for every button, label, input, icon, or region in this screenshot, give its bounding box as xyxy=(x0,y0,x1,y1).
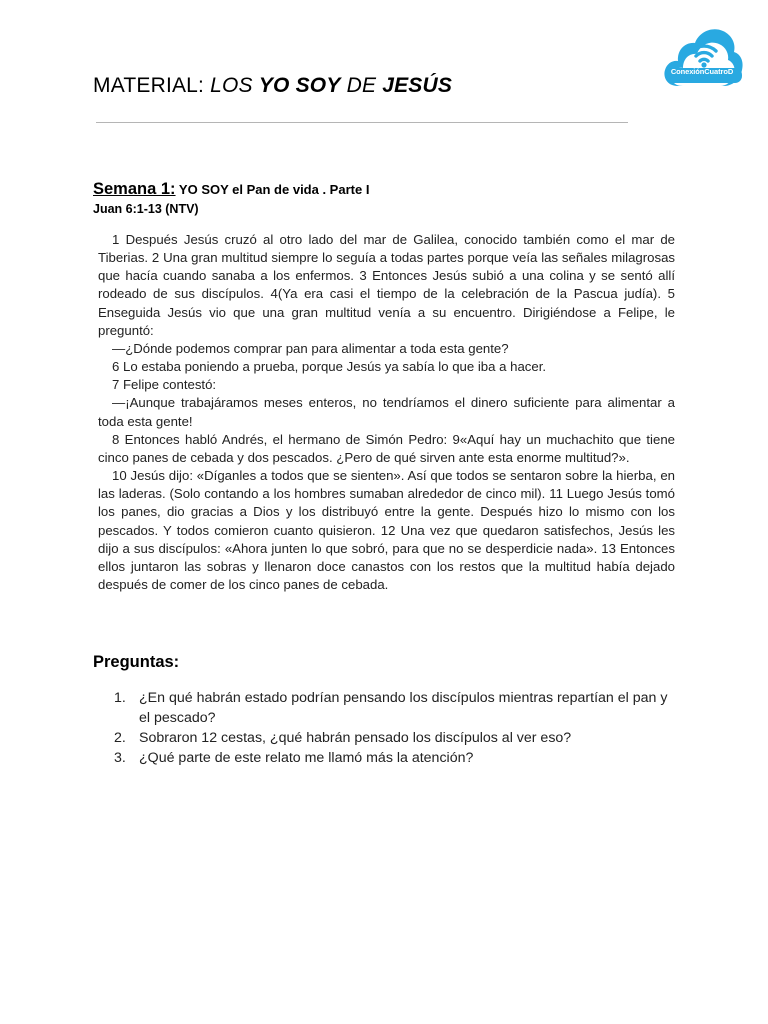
question-item xyxy=(98,688,678,728)
question-number: 2. xyxy=(114,730,126,746)
logo-wordmark: ConexiónCuatroD xyxy=(670,67,734,76)
passage-paragraph: 8 Entonces habló Andrés, el hermano de Simón Pedro: 9«Aquí hay un muchachito que tiene cinco panes de cebada y dos pescados. ¿Pero de qué sirven ante esta enorme multitud?». xyxy=(98,431,675,465)
section-heading xyxy=(93,180,369,199)
question-item xyxy=(98,728,678,748)
passage-paragraph: 10 Jesús dijo: «Díganles a todos que se sienten». Así que todos se sentaron sobre la hierba, en las laderas. (Solo contando a los hombres sumaban alrededor de cinco mil). 11 Luego Jesús tomó los panes, dio gracias a Dios y los distribuyó entre la gente. Después hizo lo mismo con los pescados. Y todos comieron cuanto quisieron. 12 Una vez que quedaron satisfechos, Jesús les dijo a sus discípulos: «Ahora junten lo que sobró, para que no se desperdicie nada». 13 Entonces ellos juntaron las sobras y llenaron doce canastos con los restos que la multitud había dejado después de comer de los cinco panes de cebada. xyxy=(98,468,675,592)
title-prefix: MATERIAL: xyxy=(93,74,211,97)
title-jesus: JESÚS xyxy=(382,74,453,97)
question-text: Sobraron 12 cestas, ¿qué habrán pensado los discípulos al ver eso? xyxy=(139,730,572,746)
scripture-passage xyxy=(98,231,675,594)
passage-paragraph: 1 Después Jesús cruzó al otro lado del mar de Galilea, conocido también como el mar de Tiberias. 2 Una gran multitud siempre lo seguía a todas partes porque veía las señales milagrosas que hacía cuando sanaba a los enfermos. 3 Entonces Jesús subió a una colina y se sentó allí rodeado de sus discípulos. 4(Ya era casi el tiempo de la celebración de la Pascua judía). 5 Enseguida Jesús vio que una gran multitud venía a su encuentro. Dirigiéndose a Felipe, le preguntó: xyxy=(98,232,675,338)
questions-heading: Preguntas: xyxy=(93,653,180,671)
week-label: Semana 1: xyxy=(93,180,176,198)
cloud-wifi-icon xyxy=(662,20,744,92)
scripture-reference: Juan 6:1-13 (NTV) xyxy=(93,202,199,216)
passage-paragraph: 7 Felipe contestó: xyxy=(112,377,217,393)
title-de: DE xyxy=(346,74,377,97)
brand-logo xyxy=(662,20,744,92)
title-los: LOS xyxy=(210,74,253,97)
title-divider xyxy=(96,122,628,123)
question-text: ¿Qué parte de este relato me llamó más la atención? xyxy=(139,750,474,766)
passage-paragraph: —¡Aunque trabajáramos meses enteros, no tendríamos el dinero suficiente para alimentar a toda esta gente! xyxy=(98,395,675,429)
question-number: 3. xyxy=(114,750,126,766)
question-text: ¿En qué habrán estado podrían pensando los discípulos mientras repartían el pan y el pescado? xyxy=(139,690,668,726)
week-title: YO SOY el Pan de vida . Parte I xyxy=(175,182,370,197)
title-yo-soy: YO SOY xyxy=(258,74,341,97)
questions-list xyxy=(98,688,678,768)
page-title xyxy=(93,74,452,98)
question-item xyxy=(98,748,678,768)
question-number: 1. xyxy=(114,690,126,706)
passage-paragraph: 6 Lo estaba poniendo a prueba, porque Jesús ya sabía lo que iba a hacer. xyxy=(112,359,547,375)
passage-paragraph: —¿Dónde podemos comprar pan para alimentar a toda esta gente? xyxy=(112,340,509,356)
